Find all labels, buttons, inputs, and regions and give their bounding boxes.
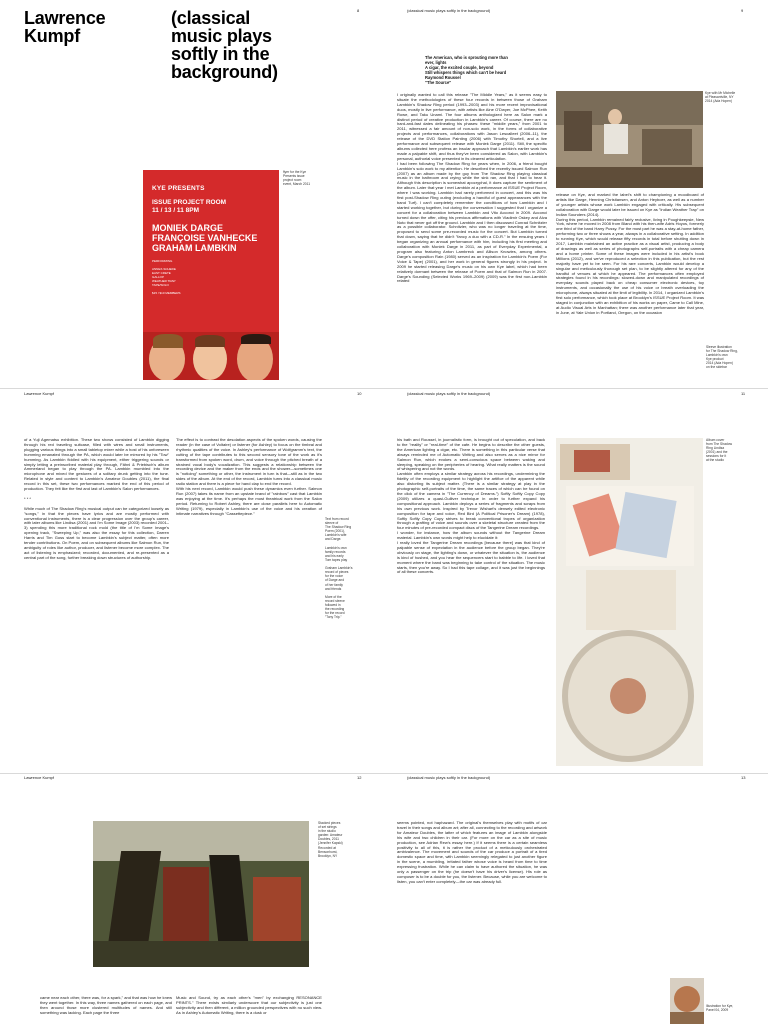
album-cover-image bbox=[556, 438, 703, 766]
bottom-column-2: Music and Sound, try as each other's "men" by exchanging RESONANCE PRINTS." There exists similarly underscore that our subjectivity is just one subjectivity and then different, a million grounded perspectives with no such view. As in Ashley's Automatic Writing, there is a dusk or bbox=[176, 996, 322, 1015]
page-number-left: 10 bbox=[357, 391, 362, 396]
running-head-right: (classical music plays softly in the background) bbox=[407, 775, 491, 780]
page-number-right: 9 bbox=[741, 8, 744, 13]
body-column-1: of a Yuji Agematsu exhibition. These two shows consisted of Lambkin digging through his red traveling suitcase, filled with wires and small instruments, plugging various things into a small tabletop mixer while a host of his unforeseen humming emanated through the PA, which would later be mirrored by his "Tow" humming. As Lambkin fiddled with his equipment, either triggering sounds or simply letting a preinscribed material play through, Fähnl & Priebisch's album Ammerland began to play through the PA. Lambkin mumbled into the microphone and mixed the gestures of a solitary drunk getting into the tune. Related in style and content to Lambkin's Amateur Doubles (2011), the final record in this set, these two performances marked the end of this period of production. They felt like the first and last of Lambkin's Salon performances. * * * While much of The Shadow Ring's musical output can be categorized loosely as "songs," in that the pieces have lyrics and are mostly performed with conventional instruments, there is a clear progression over the group's career, with later albums like Lindisa (2001) and I'm Some Image (2003) recorded 2001–3) spending this more traditional rock mold (the title of I'm Some Image's opening track, "Sweeping Up," was also the essay for this collection, Darren Harris and Tim Goss start to become Lambkin's subject matter, often more tender contributions. On Poem, and on subsequent albums like Salmon Run, the ambiguity of roles like author, producer, and listener become more complex. The act of listening is emphasized; recorded, documented, and re-presented as a central part of the song, further breaking down structures of authorship. bbox=[24, 438, 169, 560]
spread-1 bbox=[0, 0, 768, 387]
album-cover-caption: Album cover from The Shadow Ring Lindisa (2001) and the sessions for it at the studio bbox=[706, 438, 732, 463]
body-column-1: I originally wanted to call this release "The Middle Years," as it seems easy to situate the methodologies of these four records in between those of Graham Lambkin's Shadow Ring period (1993–2003) and his more recent improvisational duos, mostly in live performance, with artists like Aine O'Dwyer, Joe McPhee, Keith Rowe, and Taku Unami. The four albums anthologized here as Salon mark a distinct period of creative production in Lambkin's career. Of course, there are no hard-and-fast dates delineating his phases: these "middle years," from 2001 to 2011, witnessed a fair amount of non-solo work, in the forms of collaborative projects and performances, collaborations with Jason Lescalleet (2006–11), the release of the DVD Station Painting (2006) with Timothy Shortell, and a live performance and subsequent release with Moniek Darge (2011). Still, the specific albums collected here profess an insular approach that Lambkin's earlier work has made a palpable shift, and thus they've been considered as Salon, with Lambkin's personal, authorial voice presented in its clearest articulation. I had been following The Shadow Ring for years when, in 2006, a friend bought Lambkin's solo work to my attention. He described the recently issued Salmon Run (2007) as an album made by the guy from The Shadow Ring playing classical music in the bathroom and crying while the sink ran, and that I had to hear it. Although this description is somewhat apocryphal, it does capture the sentiment of the album. Later that year I met Lambkin at a performance at ISSUE Project Room, where I was working. Lambkin had rarely performed in concert, and this was his first post-Shadow Ring outing (excluding a handful of guest appearances with the band Turf). I can't completely remember the conditions of how Lambkin and I started working together, but during the conversation I suggested that I organize a concert for a collaboration between Lambkin and Vito Acconci in 2009. Acconci turned down the offer, citing his previous affirmations with Vladimir Oskey and Alva Noto that never got off the ground. Lambkin and I then discussed Conrad Schnitzler as a possible collaborator. Schnitzler, who was no longer traveling at the time, proposed to send some pre-recorded music for the concert. But Lambkin turned that down, saying that he didn't "fancy a duo with a CD-R." In the ensuing years I began organizing an annual performance with him, including his first meeting and collaboration with Moniek Darge in 2011, as part of Everyday Experimental, a program also featuring Anton Lambreck and Allison Knowles, among others. Darge's composition Rain (1980) served as an inspiration for Lambkin's Poem (For Voice & Tape) (2001), and her work in general figures strongly in his project. In 2009 he started releasing Darge's music on his own Kye label, which had been relatively dormant between the release of Poem and that of Salmon Run in 2007. Darge's Sounding (Selected Works 1969–2009) (2009) was the first non-Lambkin related bbox=[397, 93, 547, 284]
author-title: Lawrence Kumpf bbox=[24, 8, 106, 46]
illustration-caption: Illustration for Kye, Panel 04, 2009 bbox=[706, 1004, 734, 1013]
page-number-right: 11 bbox=[741, 391, 746, 396]
garden-installation-photo bbox=[93, 821, 309, 967]
studio-photo bbox=[556, 91, 703, 188]
flyer-venue-date: ISSUE PROJECT ROOM 11 / 13 / 11 8PM bbox=[152, 199, 227, 214]
epigraph: The American, who is sprouting more than ever, lights A cigar, the excited couple, beyond Still whispers things which can't be heard Raymond Roussel "The Source" bbox=[425, 55, 508, 85]
essay-title: (classical music plays softly in the background) bbox=[171, 8, 278, 82]
illustration-image bbox=[670, 978, 704, 1024]
flyer-details: PERFORMING ANNEX-SCHEDE EAST CRETE GALLOP WEATHER TRAP TAPE/SOLO $15 / $10 MEMBERS bbox=[152, 259, 181, 295]
spread-2 bbox=[0, 389, 768, 772]
page-number-right: 13 bbox=[741, 775, 746, 780]
flyer-caption: flyer for the Kye Presents issue project room event, March 2011 bbox=[283, 170, 311, 187]
running-head-right: (classical music plays softly in the background) bbox=[407, 391, 491, 396]
running-head-left: Lawrence Kumpf bbox=[24, 775, 55, 780]
flyer-presenter: KYE PRESENTS bbox=[152, 185, 205, 192]
right-margin-caption: Sleeve illustration for The Shadow Ring, Lambkin's own Kye product 2014 (Ada Hopen) on the sidebar bbox=[706, 345, 738, 370]
page-number-left: 12 bbox=[357, 775, 362, 780]
spread-3 bbox=[0, 774, 768, 1024]
body-column-3: seems pointed, not haphazard. The original's themselves play with motifs of car travel in their songs and album art; after all, connecting to the recording and artwork for Amateur Doubles, the latter of which features an image of Lambkin alongside his wife and two children in their car. (For more on the car as a site of music production, see Adrian Rew's essay here.) If it seems there is a certain seamless positivity to all of this, it is rather the product of a meticulously orchestrated ambivalence. The movement and sounds of the car produce a portrait of a tired domestic space and time, with Lambkin seemingly relegated to just another figure in the scene, a mumbling, irritated father whose voice is heard from time to time expressing frustration. While he can claim to have authored the situation, he was only a passenger on the trip (he doesn't have his driver's license). His role as composer is to be a double for you, the listener. Because, while you are welcome to listen, you can't enter completely—the car was already full. bbox=[397, 821, 547, 884]
flyer-portraits bbox=[143, 332, 279, 380]
body-column-3: his bath and Roussel, in journalistic form, is brought out of speculation, and back to the "reality" or "real-time" of the cafe. He begins to describe the other guests, the American lighting a cigar, etc. There is something in this particular verse that always reminded me of Automatic Writing and also serves as a nice mirror for Salmon Run, which evokes a semi-conscious space between waking and sleeping, speaking on the peripheries of hearing. What really matters is the sound of whispering and not the words. Lambkin often employs a similar strategy across his recordings, undermining the fidelity of the recording equipment to highlight the artifice of the apparent while also distorting its subject matter. (There is a similar strategy at play in the photographic self-portraits of the time, the same traces of which can be found on the click of the camera in "The Currency of Dreams.") Softly Softly Copy Copy (2009) utilizes a quasi-Gulliver technique in order to further expand his compositional approach. Lambkin deploys a series of fragments and scraps from his own previous work. Inspired by Trevor Wishart's densely edited electronic composition for tape and voice, Red Bird (A Political Prisoner's Dream) (1978), Softly Softly Copy Copy strives to break conventional tropes of organization through a grafting of voice and sounds over a skeletal structure created from the four minutes of pre-recorded compact discs of the Tangerine Dream recordings. I wonder, for instance, how the album sounds without the Tangerine Dream material. Lambkin's own words might help to elucidate it: I really loved the Tangerine Dream recordings [because there] was that kind of palpable sense of expectation in the audience before the group began. They're obviously on stage, the lighting's down, or whatever the situation is, the audience is kind of hushed, and you hear the sequencers start to babble to life. I loved that moment where the band was beginning to take control of the situation. The music starts, then you're away. So I had this tape collage, and it was just the beginnings of all these concerts. bbox=[397, 438, 545, 575]
body-column-2: The effect is to contrast the desolation aspects of the spoken words, causing the reader (in the case of Voltaire) or listener (for Ashley) to focus on the timbral and rhythmic qualities of the voice. In Ashley's performance of Wolfgramm's text, the cutting of the tape contributes to this second sensory tone of the work as it's transformed from spoken word, drum, and voice through the pitched breath of a strained vocal body's vocalization. This suggests a relationship between the recording device and the maker from the ends and the shower—sometimes one is "noticing" something or other, the instrument in turn is that—still as in the two sides of the album. At the end of the record, Lambkin turns into a classical music radio station and there is a piece for hand clap to end the record. With his next record, Lambkin would push these dynamics even further. Salmon Run (2007) takes its name from an upstate brand of "rainbow" cast that Lambkin was enjoying at the time. It's perhaps the most theatrical work from the Salon period. Returning to Robert Ashley, there are close parallels here to Automatic Writing (1979), especially in Lambkin's use of the voice and his creation of intimate narratives through "Cassettepiece." bbox=[176, 438, 322, 516]
flyer-performers: MONIEK DARGE FRANÇOISE VANHECKE GRAHAM LAMBKIN bbox=[152, 223, 258, 253]
page-number-left: 8 bbox=[357, 8, 360, 13]
garden-photo-caption: Stacked pieces of set strings in the studio garden: Amateur Doubles, 2011 (Jennifer Kapski) Recorded at Bensonhurst, Brooklyn, NY bbox=[318, 821, 343, 858]
bottom-column-1: came near each other, there was, for a spark," and that was how he knew they went together. In this way, three names gathered on each page, and then around those more clustered multitudes of names. And still something was lacking. Each page the three bbox=[40, 996, 172, 1015]
event-flyer bbox=[143, 170, 279, 380]
body-column-2: release on Kye, and marked the label's shift to championing a moodboard of artists like Darge, Henning Christiansen, and Anton Heyboer, as well as a number of younger artists whose work Lambkin engaged with critically. His subsequent collaboration with Darge would later be issued on Kye as "Indian Weather Trap" on Indian Sounders (2014). During this period, Lambkin remained fairly reclusive, living in Poughkeepsie, New York, where he moved in 2008 from Bland with his then-wife Adris Hoyos, formerly one third of the band Harry Pussy. For the most part he was a stay-at-home father, performing two or three shows a year, always in a collaborative setting. In addition to running Kye, which would release fifty records in total before shutting down in 2017, Lambkin maintained an active practice as a visual artist, producing a body of drawings as well as series of photographs self-portraits with a cheap camera and a home printer. Some of these images were included in his artist's book Millions (2012), and we've reproduced a selection in this publication, but the rest majority have yet to be seen. For his rare concerts, Lambkin would develop a singular and meticulously thorough set plan, to be slightly altered for any of the handful of venues at which he appeared. The performances often employed strategies found in his recordings: slowed-down and manipulated recordings of everyday sounds played back on cheap consumer electronic devices, toy instruments, and occasionally the use of his voice or breath overloading the microphone, always situated at the limit of legibility. In 2014, I organized Lambkin's first solo performance, which took place at Brooklyn's ISSUE Project Room. It was staged in conjunction with an exhibition of his works on paper, Came to Call Mine, at Audio Visual Arts in Manhattan; there was another performance later that year, in June, at Yale Union in Portland, Oregon, on the occasion bbox=[556, 193, 704, 315]
running-head-right: (classical music plays softly in the background) bbox=[407, 8, 491, 13]
margin-caption: Text from record sleeve of The Shadow Ring Poem (2001), Lambkin's wife and Darge. Lambkin's own family records and his early Tom tapes play Graham Lambkin's record of pieces for the voice of Darge and of her family and friends More of the record sleeve followed in the recording for the record "Tony Trip." bbox=[325, 517, 353, 620]
studio-photo-caption: Kye with Mr Michelle at Pleasantville, NY 2014 (Ada Hopen) bbox=[705, 91, 736, 104]
running-head-left: Lawrence Kumpf bbox=[24, 391, 55, 396]
